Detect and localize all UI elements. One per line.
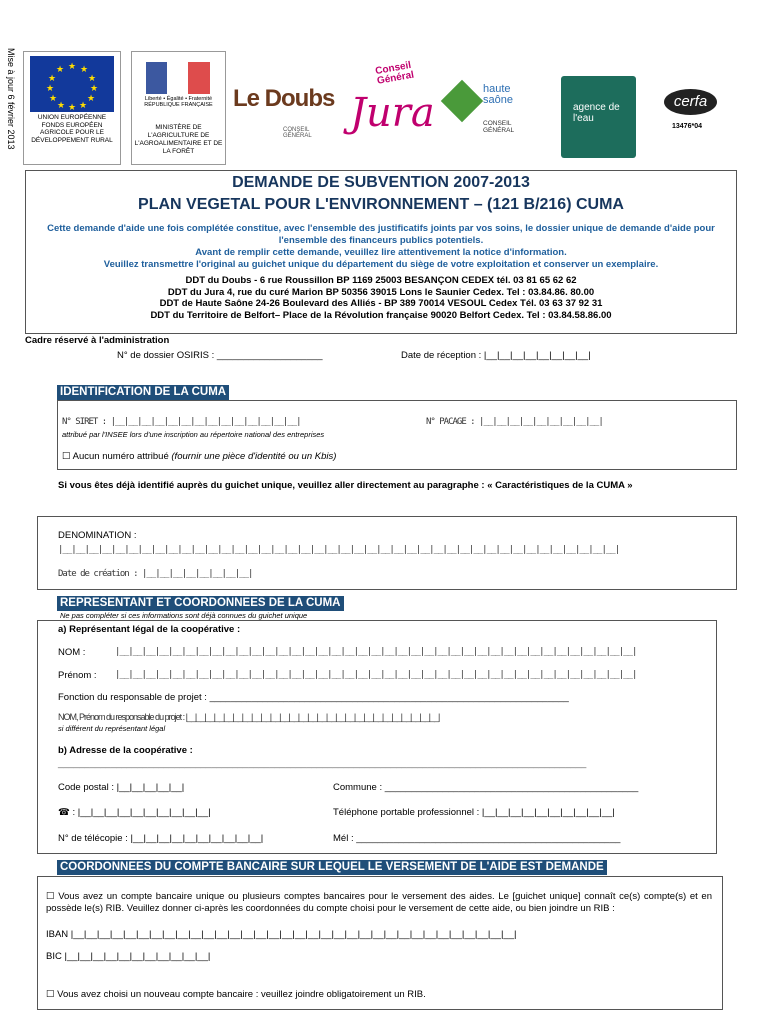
section-bank: COORDONNEES DU COMPTE BANCAIRE SUR LEQUEL LE VERSEMENT DE L'AIDE EST DEMANDE xyxy=(57,860,607,875)
si-different-note: si différent du représentant légal xyxy=(58,724,166,733)
already-identified-note: Si vous êtes déjà identifié auprès du guichet unique, veuillez aller directement au paragraphe : « Caractéristiques de la CUMA » xyxy=(58,480,633,491)
doubs-cg: CONSEIL GÉNÉRAL xyxy=(283,127,312,139)
marianne-icon xyxy=(146,62,210,94)
section-identification: IDENTIFICATION DE LA CUMA xyxy=(57,385,229,400)
jura-name: Jura xyxy=(350,90,435,136)
existing-account-option[interactable]: ☐ Vous avez un compte bancaire unique ou plusieurs comptes bancaires pour le versement des aides. Le [guichet unique] connaît ce(s) compte(s) et en possède le(s) RIB. Veuillez donner ci-après les coordonnées du compte choisi pour le versement de cette aide, ou bien joindre un RIB : xyxy=(46,891,712,914)
jura-logo xyxy=(342,60,434,146)
eu-logo-text: UNION EUROPÉENNE FONDS EUROPÉEN AGRICOLE POUR LE DÉVELOPPEMENT RURAL xyxy=(31,114,113,144)
haute-saone-name: haute saône xyxy=(483,83,513,106)
denomination-label: DENOMINATION : xyxy=(58,530,137,541)
nom-label: NOM : xyxy=(58,647,86,658)
intro-text xyxy=(28,223,734,271)
section-representant: REPRESENTANT ET COORDONNEES DE LA CUMA xyxy=(57,596,344,611)
jura-cg: Conseil Général xyxy=(374,59,415,87)
fonction-field[interactable]: Fonction du responsable de projet : ____________________________________________________________________ xyxy=(58,692,569,703)
ddt-doubs: DDT du Doubs - 6 rue Roussillon BP 1169 25003 BESANÇON CEDEX tél. 03 81 65 62 62 xyxy=(185,275,577,286)
commune-field[interactable]: Commune : ________________________________________________ xyxy=(333,782,639,793)
update-date-note: Mise à jour 6 février 2013 xyxy=(6,48,16,150)
ministry-text: MINISTÈRE DE L'AGRICULTURE DE L'AGROALIMENTAIRE ET DE LA FORÊT xyxy=(134,124,223,155)
haute-saone-icon xyxy=(441,80,483,122)
fax-field[interactable]: N° de télécopie : |__|__|__|__|__|__|__|__|__|__| xyxy=(58,833,264,844)
eu-logo xyxy=(23,51,121,165)
haute-saone-logo xyxy=(445,80,540,138)
doubs-name: Le Doubs xyxy=(233,85,335,112)
reception-date-field[interactable]: Date de réception : |__|__|__|__|__|__|__|__| xyxy=(401,350,591,361)
siret-note: attribué par l'INSEE lors d'une inscription au répertoire national des entreprises xyxy=(62,430,325,439)
representant-note: Ne pas compléter si ces informations sont déjà connues du guichet unique xyxy=(60,611,308,620)
ministry-logo xyxy=(131,51,226,165)
osiris-field[interactable]: N° de dossier OSIRIS : ____________________ xyxy=(117,350,323,361)
cerfa-logo: cerfa xyxy=(664,89,717,115)
prenom-label: Prénom : xyxy=(58,670,97,681)
intro-line-1: Cette demande d'aide une fois complétée constitue, avec l'ensemble des justificatifs joints par vos soins, le dossier unique de demande d'aide pour l'ensemble des financeurs publics potentiels. xyxy=(47,223,715,246)
admin-reserved-title: Cadre réservé à l'administration xyxy=(25,335,170,346)
iban-field[interactable]: IBAN |__|__|__|__|__|__|__|__|__|__|__|__|__|__|__|__|__|__|__|__|__|__|__|__|__|__|__|__|__|__|__|__|__|__| xyxy=(46,929,517,940)
address-title: b) Adresse de la coopérative : xyxy=(58,745,193,756)
responsable-field[interactable]: NOM, Prénom du responsable du projet : |__|__|__|__|__|__|__|__|__|__|__|__|__|__|__|__|__|__|__|__|__|__|__|__|__|__|__| xyxy=(58,712,440,722)
legal-rep-title: a) Représentant légal de la coopérative : xyxy=(58,624,241,635)
intro-line-2: Avant de remplir cette demande, veuillez lire attentivement la notice d'information. xyxy=(195,247,567,258)
title-box xyxy=(25,170,737,334)
ddt-haute-saone: DDT de Haute Saône 24-26 Boulevard des Alliés - BP 389 70014 VESOUL Cedex Tél. 03 63 37 92 31 xyxy=(159,298,603,310)
mobile-phone-field[interactable]: Téléphone portable professionnel : |__|__|__|__|__|__|__|__|__|__| xyxy=(333,807,615,818)
pacage-field[interactable]: N° PACAGE : |__|__|__|__|__|__|__|__|__| xyxy=(426,417,603,427)
phone-field[interactable]: ☎ : |__|__|__|__|__|__|__|__|__|__| xyxy=(58,807,211,818)
cerfa-number: 13476*04 xyxy=(672,123,702,130)
no-number-note: (fournir une pièce d'identité ou un Kbis) xyxy=(171,451,337,462)
postal-code-field[interactable]: Code postal : |__|__|__|__|__| xyxy=(58,782,185,793)
rf-text: Liberté • Égalité • Fraternité RÉPUBLIQUE FRANÇAISE xyxy=(144,96,213,108)
nom-field[interactable]: |__|__|__|__|__|__|__|__|__|__|__|__|__|__|__|__|__|__|__|__|__|__|__|__|__|__|__|__|__|__|__|__|__|__|__|__|__|__|__| xyxy=(115,647,637,657)
creation-date-field[interactable]: Date de création : |__|__|__|__|__|__|__|__| xyxy=(58,569,253,579)
prenom-field[interactable]: |__|__|__|__|__|__|__|__|__|__|__|__|__|__|__|__|__|__|__|__|__|__|__|__|__|__|__|__|__|__|__|__|__|__|__|__|__|__|__| xyxy=(115,670,637,680)
no-number-checkbox[interactable] xyxy=(62,451,336,462)
agence-name: agence de l'eau xyxy=(573,102,620,124)
eu-flag-icon: ★ ★ ★ ★ ★ ★ ★ ★ ★ ★ ★ ★ xyxy=(30,56,114,112)
agence-eau-logo xyxy=(561,76,636,158)
bic-field[interactable]: BIC |__|__|__|__|__|__|__|__|__|__|__| xyxy=(46,951,211,962)
new-account-option[interactable]: ☐ Vous avez choisi un nouveau compte bancaire : veuillez joindre obligatoirement un RIB. xyxy=(46,989,426,1000)
form-subtitle: PLAN VEGETAL POUR L'ENVIRONNEMENT – (121 B/216) CUMA xyxy=(138,196,624,213)
haute-saone-cg: CONSEIL GÉNÉRAL xyxy=(483,120,515,134)
siret-field[interactable]: N° SIRET : |__|__|__|__|__|__|__|__|__|__|__|__|__|__| xyxy=(62,417,301,427)
no-number-label: ☐ Aucun numéro attribué xyxy=(62,451,169,462)
intro-line-3: Veuillez transmettre l'original au guichet unique du département du siège de votre exploitation et conserver un exemplaire. xyxy=(103,259,659,270)
ddt-jura: DDT du Jura 4, rue du curé Marion BP 50356 39015 Lons le Saunier Cedex. Tel : 03.84.86. 80.00 xyxy=(167,286,595,298)
email-field[interactable]: Mél : __________________________________________________ xyxy=(333,833,621,844)
form-title: DEMANDE DE SUBVENTION 2007-2013 xyxy=(232,174,530,191)
ddt-addresses xyxy=(26,275,736,322)
denomination-field[interactable]: |__|__|__|__|__|__|__|__|__|__|__|__|__|__|__|__|__|__|__|__|__|__|__|__|__|__|__|__|__|__|__|__|__|__|__|__|__|__|__|__|__|__| xyxy=(58,545,620,555)
doubs-logo xyxy=(233,85,338,139)
ddt-belfort: DDT du Territoire de Belfort– Place de la Révolution française 90020 Belfort Cedex. Tel : 03.84.58.86.00 xyxy=(150,310,612,322)
address-field[interactable]: ____________________________________________________________________________________________________ xyxy=(58,758,587,769)
